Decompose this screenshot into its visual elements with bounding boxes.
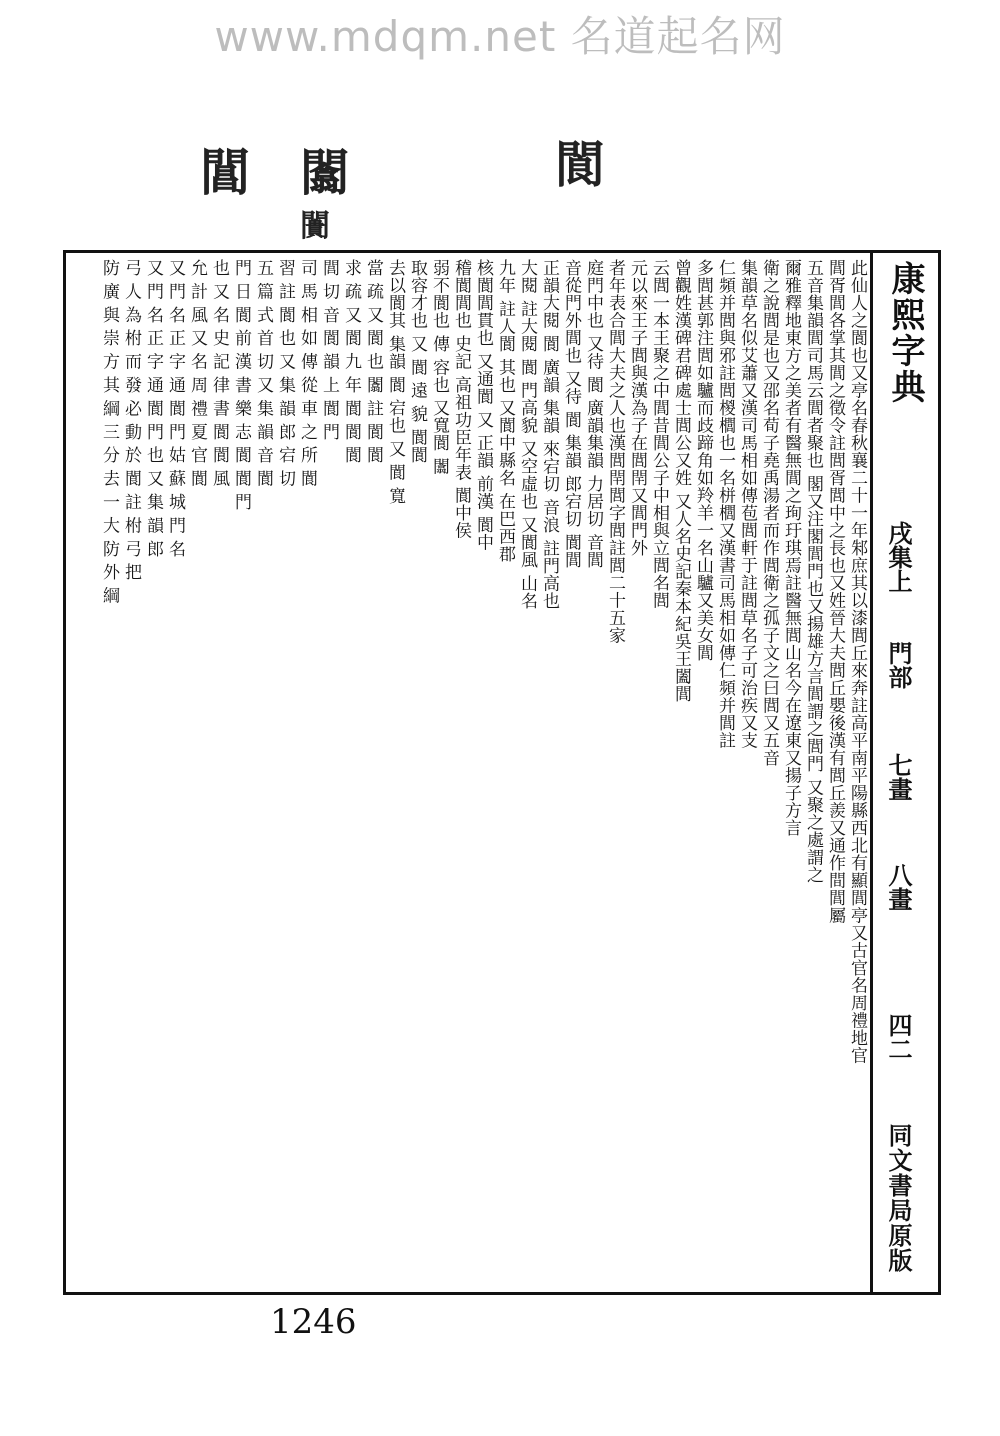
text-column: 閭胥閭各掌其閭之徵令註閭胥閭中之長也又姓晉大夫閭丘嬰後漢有閭丘羨又通作間閭屬 (825, 259, 845, 924)
text-column: 閭 切 音 閬 韻 上 閬 門 (319, 259, 339, 441)
head-character-3: 闠 (300, 209, 330, 244)
text-column: 多閭甚郭注閭如驢而歧蹄角如羚羊一名山驢又美女閭 (693, 259, 713, 662)
book-title: 康熙字典 (885, 261, 925, 405)
text-column: 集韻草名似艾蕭又漢司馬相如傳苞閭軒于註閭草名子可治疾又支 (737, 259, 757, 749)
text-column: 九年 註人閬 其也 又閬中縣名 在巴西郡 (495, 259, 515, 563)
text-column: 爾雅釋地東方之美者有醫無閭之珣玗琪焉註醫無閭山名今在遼東又揚子方言 (781, 259, 801, 837)
text-column: 大閱 註大閱 閬 門高貌 又空虛也 又閬風 山名 (517, 259, 537, 610)
text-column: 正韻大閱 閬 廣韻 集韻 來宕切 音浪 註門高也 (539, 259, 559, 610)
stroke-count-a: 七畫 (884, 753, 913, 801)
text-column: 弱不閬也 傳 容也 又寬閬 闟 (429, 259, 449, 476)
watermark-text: www.mdqm.net 名道起名网 (214, 12, 786, 61)
text-column: 又 門 名 正 字 通 閬 門 也 又 集 韻 郎 (143, 259, 163, 558)
text-column: 曾觀姓漢碑君碑處士閭公又姓 又人名史記秦本紀吳王闔閭 (671, 259, 691, 703)
text-column: 弓 人 為 柎 而 發 必 動 於 閬 註 柎 弓 把 (121, 259, 141, 581)
text-column: 又 門 名 正 字 通 閬 門 姑 蘇 城 門 名 (165, 259, 185, 558)
text-column: 仁頻并閭與邪註閭椶櫚也一名栟櫚又漢書司馬相如傳仁頻并閭註 (715, 259, 735, 749)
text-column: 五音集韻閭司馬云閭者聚也 閣又注閣閭門也又揚雄方言閭謂之閭門 又聚之處謂之 (803, 259, 823, 884)
page-number: 1246 (270, 1302, 357, 1342)
folio-number: 四二 (884, 1013, 913, 1061)
text-column: 允 計 風 又 名 周 禮 夏 官 閬 (187, 259, 207, 488)
text-column: 庭門中也 又待 閬 廣韻集韻 力居切 音閭 (583, 259, 603, 569)
text-column: 當 疏 又 閬 也 闟 註 閬 閬 (363, 259, 383, 464)
text-column: 者年表合閭大夫之人也漢閭閈閭字閭註閭二十五家 (605, 259, 625, 644)
text-column: 此仙人之閬也又亭名春秋襄二十一年邾庶其以漆閭丘來奔註高平南平陽縣西北有顯閭亭又古官名周禮地官 (847, 259, 867, 1064)
text-column: 元以來王子閭與漢為子在閭閈又閭門外 (627, 259, 647, 557)
head-character-2: 闟 (300, 143, 350, 202)
text-column: 云閭一本王聚之中閭昔閭公子中相與立閭名閭 (649, 259, 669, 609)
text-column: 防 廣 與 崇 方 其 綱 三 分 去 一 大 防 外 綱 (99, 259, 119, 605)
text-column: 衛之說閭是也又邵名荀子堯禹湯者而作閭衛之孤子文之曰閭又五音 (759, 259, 779, 767)
head-character-1: 閬 (555, 135, 605, 194)
text-column: 求 疏 又 閬 九 年 閬 閬 閬 (341, 259, 361, 464)
stroke-count-b: 八畫 (884, 863, 913, 911)
dictionary-text (76, 259, 868, 1285)
text-column: 習 註 閬 也 又 集 韻 郎 宕 切 (275, 259, 295, 488)
radical-label: 門部 (884, 641, 913, 689)
running-header (870, 253, 938, 1292)
page-frame (63, 250, 941, 1295)
publisher-label: 同文書局原版 (884, 1123, 913, 1273)
text-column: 門 日 閬 前 漢 書 樂 志 閬 閬 門 (231, 259, 251, 511)
text-column: 司 馬 相 如 傳 從 車 之 所 閬 (297, 259, 317, 488)
text-column: 稽閬閭也 史記 高祖功臣年表 閬中侯 (451, 259, 471, 540)
text-column: 核閬閭貫也 又通閬 又 正韻 前漢 閬中 (473, 259, 493, 552)
volume-label: 戌集上 (884, 521, 913, 593)
text-column: 去以閬其 集韻 閬 宕也 又 閬 寬 (385, 259, 405, 505)
head-character-4: 閶 (200, 143, 250, 202)
text-column: 也 又 名 史 記 律 書 閬 閬 風 (209, 259, 229, 488)
text-column: 取容才也 又 閬 遠 貌 閬閬 (407, 259, 427, 464)
text-column: 五 篇 式 首 切 又 集 韻 音 閬 (253, 259, 273, 488)
text-column: 音從門外閭也 又待 閬 集韻 郎宕切 閬閭 (561, 259, 581, 569)
